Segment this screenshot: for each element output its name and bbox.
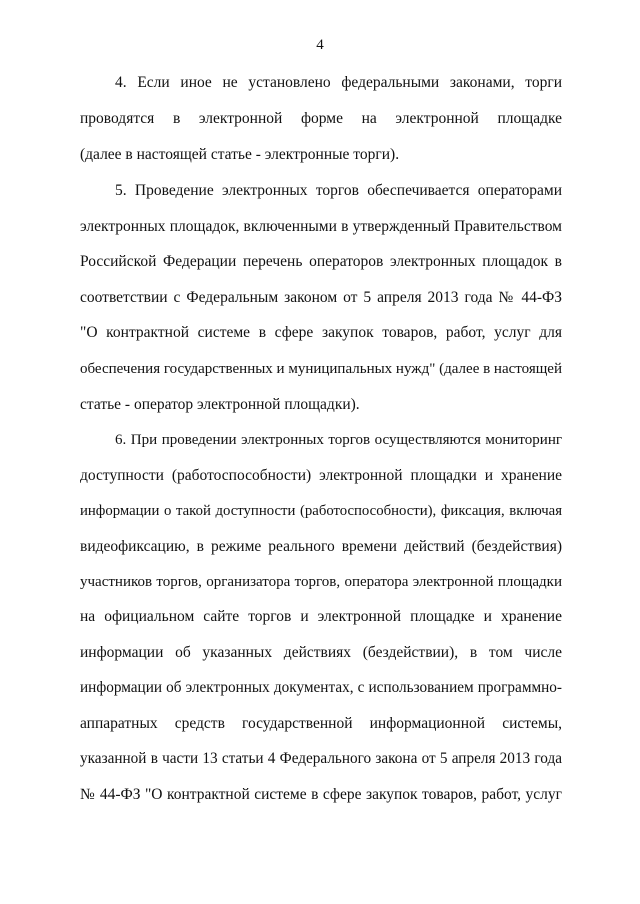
paragraph-5-line-1: 5. Проведение электронных торгов обеспечивается операторами [115, 182, 562, 199]
paragraph-6-line-2: доступности (работоспособности) электронной площадки и хранение [80, 467, 562, 484]
paragraph-6-line-4: видеофиксацию, в режиме реального времени действий (бездействия) [80, 538, 562, 555]
paragraph-6-line-5: участников торгов, организатора торгов, оператора электронной площадки [80, 574, 562, 590]
paragraph-6-line-9: аппаратных средств государственной информационной системы, [80, 715, 562, 732]
paragraph-6-line-8: информации об электронных документах, с использованием программно- [80, 679, 562, 696]
paragraph-6-line-7: информации об указанных действиях (бездействии), в том числе [80, 644, 562, 661]
paragraph-6-line-1: 6. При проведении электронных торгов осуществляются мониторинг [115, 432, 562, 448]
paragraph-6-line-3: информации о такой доступности (работоспособности), фиксация, включая [80, 503, 562, 519]
paragraph-5-line-4: соответствии с Федеральным законом от 5 апреля 2013 года № 44-ФЗ [80, 289, 562, 306]
paragraph-6-line-10: указанной в части 13 статьи 4 Федерального закона от 5 апреля 2013 года [80, 750, 562, 767]
paragraph-5-line-7: статье - оператор электронной площадки). [80, 396, 360, 413]
paragraph-4-line-3: (далее в настоящей статье - электронные торги). [80, 146, 400, 163]
paragraph-5-line-5: "О контрактной системе в сфере закупок товаров, работ, услуг для [80, 324, 562, 341]
page-number: 4 [316, 37, 324, 53]
paragraph-5-line-6: обеспечения государственных и муниципальных нужд" (далее в настоящей [80, 361, 562, 377]
paragraph-6-line-11: № 44-ФЗ "О контрактной системе в сфере закупок товаров, работ, услуг [80, 786, 562, 803]
paragraph-5-line-2: электронных площадок, включенными в утвержденный Правительством [80, 218, 562, 235]
paragraph-4-line-1: 4. Если иное не установлено федеральными законами, торги [115, 74, 562, 91]
paragraph-6-line-6: на официальном сайте торгов и электронной площадке и хранение [80, 608, 562, 625]
paragraph-5-line-3: Российской Федерации перечень операторов электронных площадок в [80, 253, 562, 270]
paragraph-4-line-2: проводятся в электронной форме на электронной площадке [80, 110, 562, 127]
